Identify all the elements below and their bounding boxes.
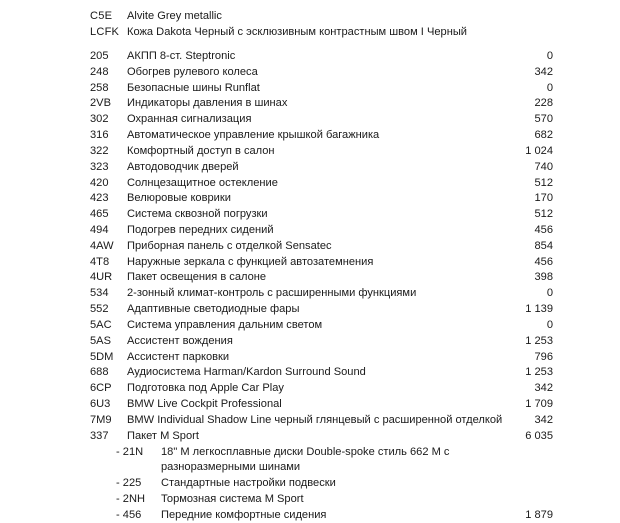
option-code: 494 — [90, 224, 109, 237]
option-code: 322 — [90, 144, 109, 157]
option-price: 342 — [534, 382, 553, 395]
option-price: 6 035 — [525, 429, 553, 442]
option-price: 456 — [534, 255, 553, 268]
option-price: 854 — [534, 239, 553, 252]
option-description: Пакет M Sport — [127, 429, 199, 442]
option-description: BMW Individual Shadow Line черный глянцевый с расширенной отделкой — [127, 413, 503, 426]
option-code: C5E — [90, 10, 113, 22]
option-price: 740 — [534, 160, 553, 173]
option-description: Ассистент парковки — [127, 350, 230, 363]
option-row — [0, 412, 620, 428]
option-price: 682 — [534, 129, 553, 142]
option-code: 7M9 — [90, 413, 112, 426]
option-price: 1 253 — [525, 334, 553, 347]
option-price: 1 253 — [525, 366, 553, 379]
option-row — [0, 95, 620, 111]
header-row — [0, 24, 620, 40]
option-row — [0, 127, 620, 143]
option-row — [0, 364, 620, 380]
option-code: LCFK — [90, 26, 120, 38]
option-row — [0, 317, 620, 333]
option-code: 5AS — [90, 334, 111, 347]
option-description: Кожа Dakota Черный с эсклюзивным контрастным швом I Черный — [127, 26, 467, 38]
option-row — [0, 143, 620, 159]
option-price: 796 — [534, 350, 553, 363]
option-price: 0 — [546, 287, 553, 300]
option-price: 0 — [546, 50, 553, 62]
option-row — [0, 206, 620, 222]
option-code: 2VB — [90, 97, 111, 110]
option-row — [0, 254, 620, 270]
option-row — [0, 238, 620, 254]
option-price: 228 — [534, 97, 553, 110]
option-description: АКПП 8-ст. Steptronic — [127, 50, 236, 62]
option-price: 1 024 — [525, 144, 553, 157]
option-row — [0, 396, 620, 412]
option-description: Безопасные шины Runflat — [127, 81, 260, 94]
option-row — [0, 190, 620, 206]
option-row — [0, 222, 620, 238]
option-description: BMW Live Cockpit Professional — [127, 398, 282, 411]
package-item-row — [0, 444, 620, 460]
option-description: Стандартные настройки подвески — [161, 477, 336, 490]
option-code: 688 — [90, 366, 109, 379]
package-item-row — [0, 507, 620, 523]
option-code: 323 — [90, 160, 109, 173]
option-code: 248 — [90, 65, 109, 78]
option-description: Солнцезащитное остекление — [127, 176, 278, 189]
option-description: Аудиосистема Harman/Kardon Surround Sound — [127, 366, 366, 379]
option-description: Автодоводчик дверей — [127, 160, 239, 173]
option-description: Подогрев передних сидений — [127, 224, 274, 237]
option-description: Охранная сигнализация — [127, 113, 252, 126]
option-row — [0, 285, 620, 301]
option-description: Наружные зеркала с функцией автозатемнения — [127, 255, 374, 268]
option-price: 342 — [534, 65, 553, 78]
option-description: 2-зонный климат-контроль с расширенными функциями — [127, 287, 417, 300]
package-item-row — [0, 491, 620, 507]
option-code: 534 — [90, 287, 109, 300]
option-code: 465 — [90, 208, 109, 221]
option-row — [0, 380, 620, 396]
option-code: - 225 — [116, 477, 142, 490]
option-code: 316 — [90, 129, 109, 142]
option-code: 4UR — [90, 271, 113, 284]
option-row — [0, 333, 620, 349]
option-code: 552 — [90, 303, 109, 316]
option-description: Автоматическое управление крышкой багажника — [127, 129, 380, 142]
option-row — [0, 80, 620, 96]
option-price: 1 879 — [525, 508, 553, 521]
option-row — [0, 428, 620, 444]
option-description: Адаптивные светодиодные фары — [127, 303, 300, 316]
option-description: Пакет освещения в салоне — [127, 271, 267, 284]
option-price: 342 — [534, 413, 553, 426]
option-code: 4AW — [90, 239, 114, 252]
option-row — [0, 48, 620, 64]
option-row — [0, 159, 620, 175]
option-description: Тормозная система M Sport — [161, 492, 304, 505]
option-description: Alvite Grey metallic — [127, 10, 222, 22]
option-description: Комфортный доступ в салон — [127, 144, 275, 157]
option-description: Приборная панель с отделкой Sensatec — [127, 239, 332, 252]
option-row — [0, 64, 620, 80]
option-code: 6CP — [90, 382, 112, 395]
option-code: 258 — [90, 81, 109, 94]
option-code: - 456 — [116, 508, 142, 521]
package-item-row — [0, 475, 620, 491]
option-description: Система управления дальним светом — [127, 318, 323, 331]
option-price: 570 — [534, 113, 553, 126]
option-description: Ассистент вождения — [127, 334, 233, 347]
option-code: 4T8 — [90, 255, 110, 268]
option-description: Подготовка под Apple Car Play — [127, 382, 284, 395]
option-price: 398 — [534, 271, 553, 284]
option-description: 18" M легкосплавные диски Double-spoke стиль 662 M с — [161, 445, 450, 458]
option-description: Передние комфортные сидения — [161, 508, 327, 521]
option-description: Велюровые коврики — [127, 192, 231, 205]
option-row — [0, 301, 620, 317]
option-price: 0 — [546, 318, 553, 331]
option-price: 512 — [534, 176, 553, 189]
option-description: Система сквозной погрузки — [127, 208, 268, 221]
option-code: 205 — [90, 50, 109, 62]
option-code: 302 — [90, 113, 109, 126]
header-row — [0, 8, 620, 24]
option-row — [0, 349, 620, 365]
option-code: 420 — [90, 176, 109, 189]
option-description: Обогрев рулевого колеса — [127, 65, 258, 78]
option-code: - 2NH — [116, 492, 145, 505]
option-price: 456 — [534, 224, 553, 237]
option-row — [0, 175, 620, 191]
option-row — [0, 111, 620, 127]
option-price: 0 — [546, 81, 553, 94]
option-row — [0, 269, 620, 285]
option-code: 6U3 — [90, 398, 111, 411]
option-code: - 21N — [116, 445, 144, 458]
option-price: 1 709 — [525, 398, 553, 411]
option-price: 512 — [534, 208, 553, 221]
option-price: 170 — [534, 192, 553, 205]
option-description: разноразмерными шинами — [161, 461, 301, 474]
option-code: 5AC — [90, 318, 112, 331]
option-price: 1 139 — [525, 303, 553, 316]
option-description: Индикаторы давления в шинах — [127, 97, 288, 110]
option-code: 5DM — [90, 350, 114, 363]
option-code: 337 — [90, 429, 109, 442]
package-item-row — [0, 459, 620, 475]
option-code: 423 — [90, 192, 109, 205]
